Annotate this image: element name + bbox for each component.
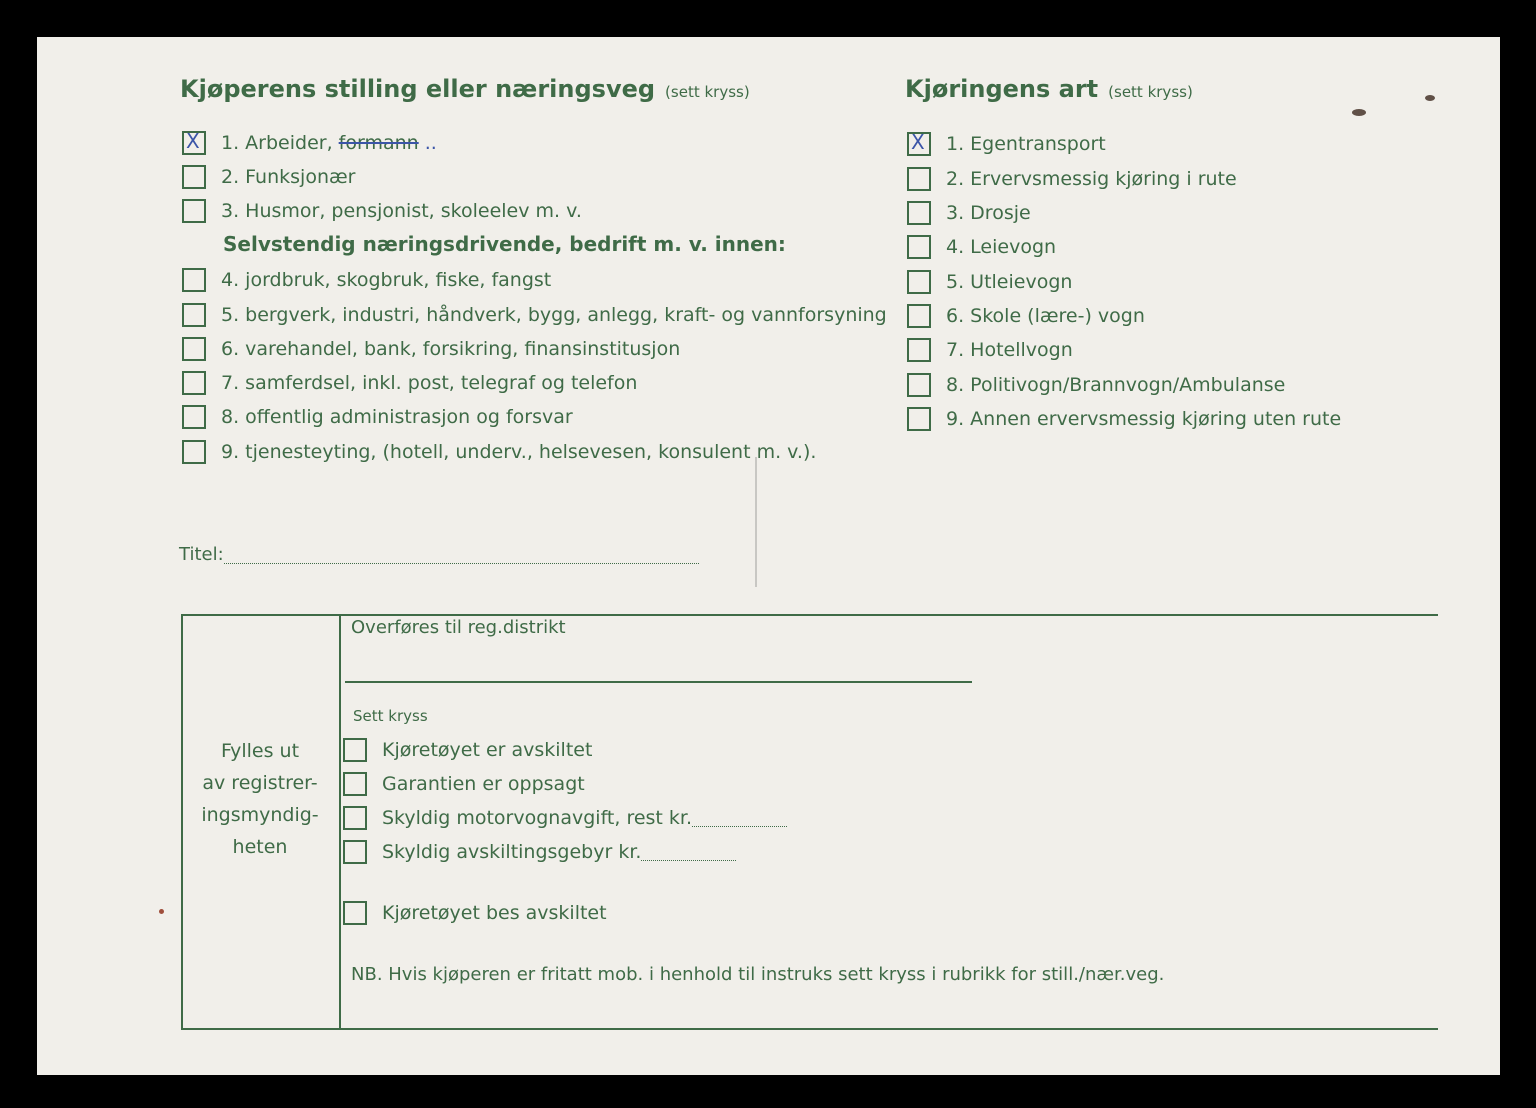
option-label: 8. Politivogn/Brannvogn/Ambulanse bbox=[946, 374, 1286, 396]
option-label: Skyldig motorvognavgift, rest kr. bbox=[382, 807, 693, 829]
occupation-option-1[interactable]: X 1. Arbeider, formann .. bbox=[182, 128, 437, 158]
driving-option-3[interactable] bbox=[907, 198, 1031, 228]
option-label: Kjøretøyet er avskiltet bbox=[382, 739, 593, 761]
registry-frame-divider bbox=[339, 614, 341, 1030]
option-label: 5. Utleievogn bbox=[946, 271, 1073, 293]
registry-frame-top bbox=[181, 614, 1438, 616]
registry-frame-bottom bbox=[181, 1028, 1438, 1030]
registry-option-fee[interactable] bbox=[343, 837, 736, 867]
checkbox[interactable] bbox=[182, 131, 206, 155]
checkbox[interactable] bbox=[907, 373, 931, 397]
driving-type-heading bbox=[905, 75, 1193, 103]
checkbox[interactable] bbox=[182, 199, 206, 223]
paper-fold bbox=[755, 457, 757, 587]
buyer-occupation-title: Kjøperens stilling eller næringsveg bbox=[180, 75, 656, 103]
checkbox[interactable] bbox=[182, 405, 206, 429]
title-label: Titel: bbox=[179, 543, 224, 565]
checkbox[interactable] bbox=[343, 772, 367, 796]
driving-type-title: Kjøringens art bbox=[905, 75, 1099, 103]
occupation-option-8[interactable] bbox=[182, 402, 573, 432]
registry-option-deregistered[interactable] bbox=[343, 735, 592, 765]
option-label: 4. jordbruk, skogbruk, fiske, fangst bbox=[221, 269, 552, 291]
title-dotted-line[interactable] bbox=[224, 545, 699, 564]
occupation-option-4[interactable] bbox=[182, 265, 551, 295]
transfer-district-label: Overføres til reg.distrikt bbox=[351, 617, 566, 638]
option-label: 2. Ervervsmessig kjøring i rute bbox=[946, 168, 1237, 190]
checkbox[interactable] bbox=[907, 270, 931, 294]
driving-option-8[interactable] bbox=[907, 370, 1285, 400]
occupation-option-2[interactable] bbox=[182, 162, 355, 192]
amount-dotted-line[interactable] bbox=[641, 844, 736, 861]
checkbox[interactable] bbox=[182, 371, 206, 395]
checkbox[interactable] bbox=[907, 407, 931, 431]
checkbox[interactable] bbox=[907, 201, 931, 225]
driving-type-hint: (sett kryss) bbox=[1108, 83, 1193, 101]
struck-text: formann bbox=[338, 132, 419, 154]
checkbox[interactable] bbox=[182, 337, 206, 361]
checkbox[interactable] bbox=[343, 840, 367, 864]
occupation-option-6[interactable] bbox=[182, 334, 680, 364]
self-employed-subheading: Selvstendig næringsdrivende, bedrift m. v. innen: bbox=[223, 232, 786, 256]
option-label: 9. tjenesteyting, (hotell, underv., helsevesen, konsulent m. v.). bbox=[221, 441, 817, 463]
option-label: 9. Annen ervervsmessig kjøring uten rute bbox=[946, 408, 1342, 430]
ink-smudge bbox=[159, 909, 164, 914]
title-field[interactable] bbox=[179, 539, 699, 569]
option-label: 1. Arbeider, bbox=[221, 132, 333, 154]
driving-option-7[interactable] bbox=[907, 335, 1073, 365]
authority-note-line: av registrer- bbox=[202, 772, 318, 794]
registry-option-guarantee[interactable] bbox=[343, 769, 585, 799]
driving-option-1[interactable] bbox=[907, 129, 1106, 159]
option-label: 4. Leievogn bbox=[946, 236, 1057, 258]
driving-option-4[interactable] bbox=[907, 232, 1056, 262]
nb-note: NB. Hvis kjøperen er fritatt mob. i henhold til instruks sett kryss i rubrikk for still./nær.veg. bbox=[351, 964, 1165, 985]
checkbox[interactable] bbox=[907, 235, 931, 259]
registry-option-vehicle-tax[interactable] bbox=[343, 803, 787, 833]
ink-smudge bbox=[1352, 109, 1366, 116]
occupation-option-5[interactable] bbox=[182, 300, 887, 330]
option-label: Garantien er oppsagt bbox=[382, 773, 585, 795]
driving-option-2[interactable] bbox=[907, 164, 1237, 194]
option-label: 7. samferdsel, inkl. post, telegraf og telefon bbox=[221, 372, 638, 394]
amount-dotted-line[interactable] bbox=[692, 810, 787, 827]
option-label: 2. Funksjonær bbox=[221, 166, 356, 188]
authority-note-line: ingsmyndig- bbox=[201, 804, 319, 826]
checkbox[interactable] bbox=[343, 901, 367, 925]
buyer-occupation-heading bbox=[180, 75, 750, 103]
occupation-option-7[interactable] bbox=[182, 368, 637, 398]
buyer-occupation-hint: (sett kryss) bbox=[665, 83, 750, 101]
checkbox[interactable] bbox=[907, 304, 931, 328]
option-label: 7. Hotellvogn bbox=[946, 339, 1073, 361]
checkbox[interactable] bbox=[182, 165, 206, 189]
registry-frame-left bbox=[181, 614, 183, 1030]
authority-note-line: Fylles ut bbox=[220, 740, 300, 762]
checkbox[interactable] bbox=[907, 338, 931, 362]
ink-smudge bbox=[1425, 95, 1435, 101]
occupation-option-3[interactable] bbox=[182, 196, 582, 226]
sett-kryss-label: Sett kryss bbox=[353, 707, 428, 725]
checkbox[interactable] bbox=[907, 167, 931, 191]
option-label: Skyldig avskiltingsgebyr kr. bbox=[382, 841, 642, 863]
checkbox[interactable] bbox=[182, 268, 206, 292]
checkbox[interactable] bbox=[343, 738, 367, 762]
checkbox[interactable] bbox=[343, 806, 367, 830]
checkbox[interactable] bbox=[182, 303, 206, 327]
option-label: 1. Egentransport bbox=[946, 133, 1106, 155]
driving-option-5[interactable] bbox=[907, 267, 1072, 297]
checkbox[interactable] bbox=[182, 440, 206, 464]
option-label: 3. Drosje bbox=[946, 202, 1031, 224]
check-mark: X bbox=[911, 130, 925, 154]
driving-option-9[interactable] bbox=[907, 404, 1341, 434]
option-label: 8. offentlig administrasjon og forsvar bbox=[221, 406, 573, 428]
driving-option-6[interactable] bbox=[907, 301, 1145, 331]
authority-note-line: heten bbox=[232, 836, 288, 858]
option-label: 6. Skole (lære-) vogn bbox=[946, 305, 1145, 327]
option-label: Kjøretøyet bes avskiltet bbox=[382, 902, 607, 924]
authority-note bbox=[187, 735, 333, 863]
transfer-district-line[interactable] bbox=[345, 681, 972, 683]
registry-option-request[interactable] bbox=[343, 898, 607, 928]
option-label: 6. varehandel, bank, forsikring, finansinstitusjon bbox=[221, 338, 681, 360]
option-label: 3. Husmor, pensjonist, skoleelev m. v. bbox=[221, 200, 582, 222]
form-sheet bbox=[37, 37, 1500, 1075]
checkbox[interactable] bbox=[907, 132, 931, 156]
check-mark: X bbox=[186, 129, 200, 153]
option-label: 5. bergverk, industri, håndverk, bygg, anlegg, kraft- og vannforsyning bbox=[221, 304, 887, 326]
occupation-option-9[interactable] bbox=[182, 437, 816, 467]
